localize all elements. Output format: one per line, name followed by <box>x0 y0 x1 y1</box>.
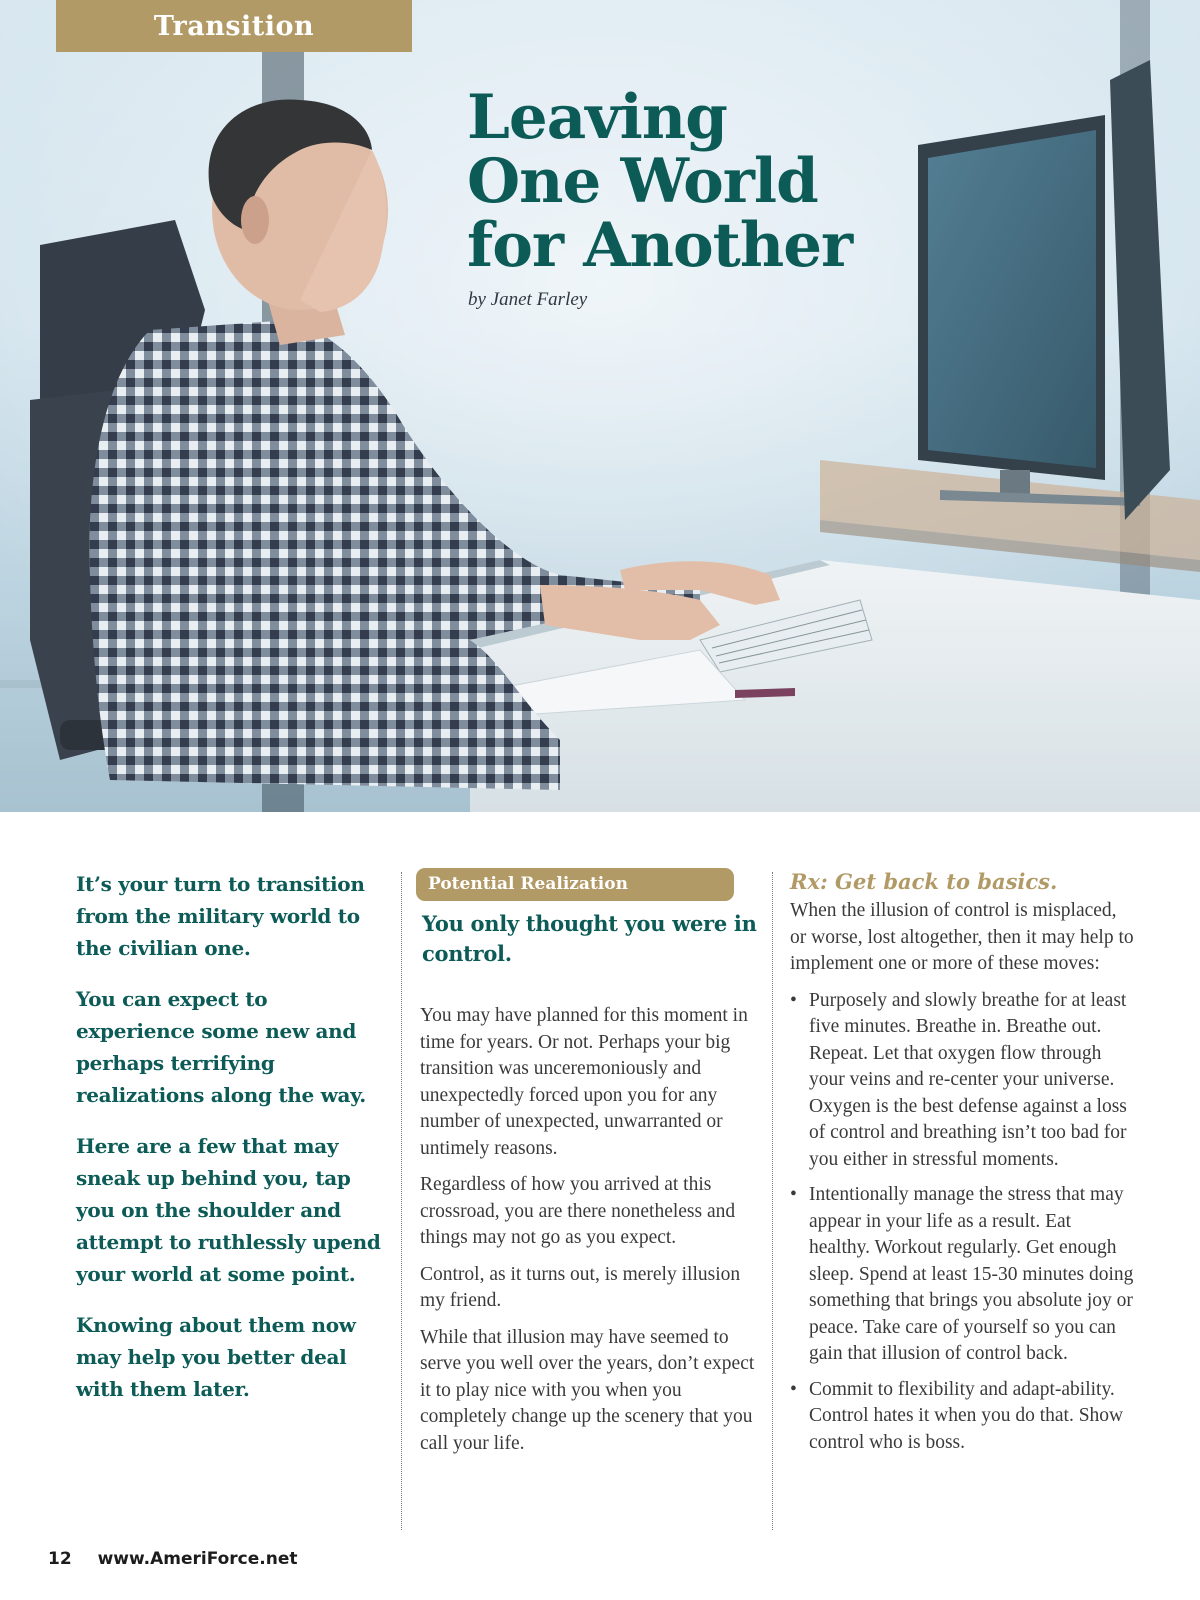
body-paragraph: While that illusion may have seemed to serve you well over the years, don’t expect it to play nice with you when you completely change up the scenery that you call your life. <box>420 1326 755 1454</box>
rx-heading: Rx: Get back to basics. <box>790 869 1058 894</box>
bullet-icon: • <box>790 989 797 1011</box>
byline: by Janet Farley <box>468 289 588 310</box>
rx-lead: When the illusion of control is misplaced, or worse, lost altogether, then it may help to implement one or more of these moves: <box>790 900 1134 974</box>
intro-paragraph: Here are a few that may sneak up behind you, tap you on the shoulder and attempt to ruthlessly upend your world at some point. <box>76 1134 381 1286</box>
list-item <box>790 1182 1134 1368</box>
page-footer <box>48 1549 298 1569</box>
section-tag: Transition <box>56 0 412 52</box>
rx-bullet-list <box>790 988 1134 1457</box>
intro-paragraph: You can expect to experience some new and perhaps terrifying realizations along the way. <box>76 987 366 1107</box>
title-line: for Another <box>467 210 853 281</box>
page-number: 12 <box>48 1549 72 1569</box>
intro-paragraph: Knowing about them now may help you better deal with them later. <box>76 1313 356 1401</box>
body-paragraph: Regardless of how you arrived at this crossroad, you are there nonetheless and things may not go as you expect. <box>420 1174 736 1248</box>
bullet-icon: • <box>790 1184 797 1205</box>
list-item <box>790 1377 1134 1457</box>
list-item-text: Purposely and slowly breathe for at least five minutes. Breathe in. Breathe out. Repeat. Let that oxygen flow through your veins and re-center your universe. Oxygen is the best defense against a loss of control and breathing isn’t too bad for you either in stressful moments. <box>809 989 1127 1170</box>
site-link[interactable]: www.AmeriForce.net <box>97 1549 298 1569</box>
article-title <box>467 82 1027 281</box>
list-item-text: Commit to flexibility and adapt-ability. Control hates it when you do that. Show control who is boss. <box>809 1378 1124 1453</box>
intro-paragraph: It’s your turn to transition from the military world to the civilian one. <box>76 872 365 960</box>
title-line: One World <box>467 146 818 217</box>
realization-body <box>420 1003 762 1457</box>
realization-pill: Potential Realization <box>416 868 734 901</box>
body-paragraph: Control, as it turns out, is merely illusion my friend. <box>420 1263 741 1311</box>
bullet-icon: • <box>790 1378 797 1400</box>
realization-heading: You only thought you were in control. <box>422 911 757 966</box>
list-item-text: Intentionally manage the stress that may appear in your life as a result. Eat healthy. Workout regularly. Get enough sleep. Spend at least 15-30 minutes doing something that brings you absolute joy or peace. Take care of yourself so you can gain that illusion of control back. <box>809 1184 1134 1364</box>
body-paragraph: You may have planned for this moment in time for years. Or not. Perhaps your big transition was unceremoniously and unexpectedly forced upon you for any number of unexpected, unwarranted or untimely reasons. <box>420 1005 748 1159</box>
column-divider <box>401 872 402 1530</box>
rx-column <box>790 868 1134 1465</box>
title-line: Leaving <box>467 82 727 153</box>
realization-column <box>420 868 762 1467</box>
list-item <box>790 988 1134 1174</box>
intro-column <box>76 868 386 1424</box>
column-divider <box>772 872 773 1530</box>
